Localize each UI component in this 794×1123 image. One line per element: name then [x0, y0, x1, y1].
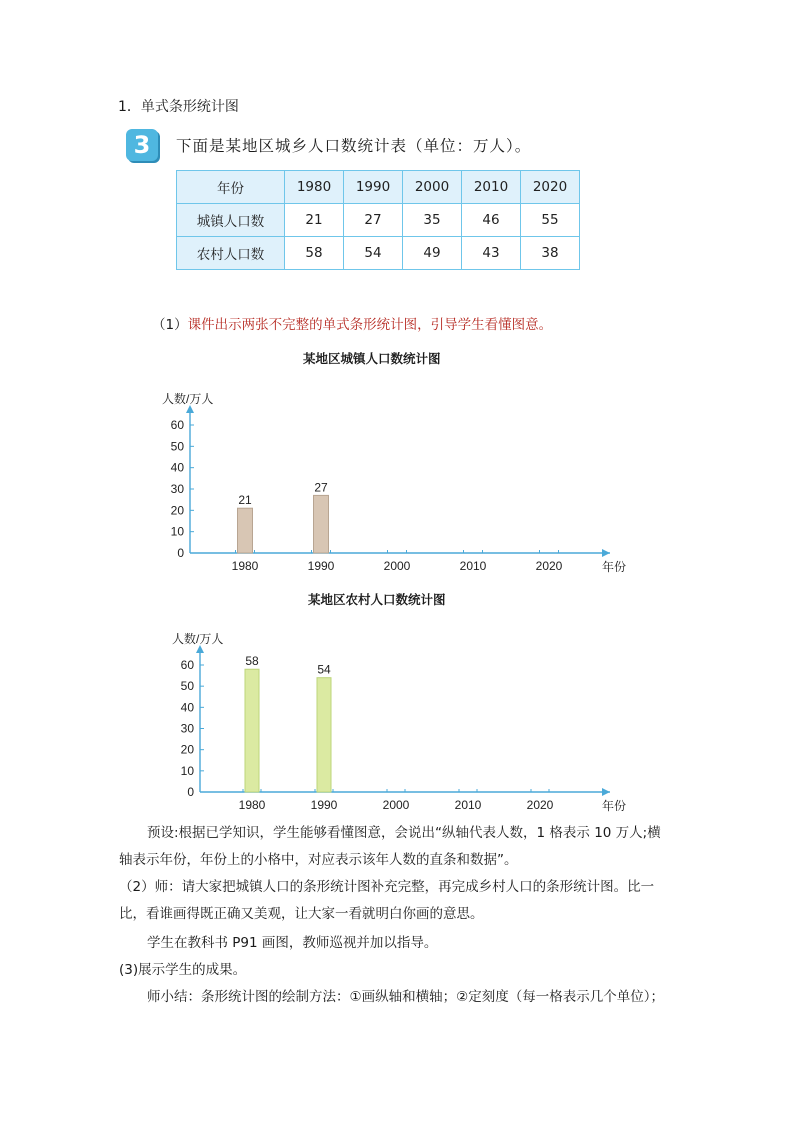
table-cell: 1980 [285, 171, 344, 204]
y-tick-label: 60 [180, 658, 194, 672]
x-tick-label: 1990 [310, 798, 338, 812]
y-tick-label: 50 [170, 439, 184, 454]
x-tick-label: 2020 [535, 559, 563, 573]
intro-text: 下面是某地区城乡人口数统计表（单位：万人）。 [176, 137, 532, 155]
paragraph-1-line-1: 预设:根据已学知识，学生能够看懂图意，会说出“纵轴代表人数，1 格表示 10 万人;横 [147, 825, 661, 841]
urban-population-bar-chart [150, 375, 640, 575]
x-tick-label: 2020 [526, 798, 554, 812]
y-axis-label: 人数/万人 [162, 392, 214, 406]
table-cell: 2000 [403, 171, 462, 204]
population-table [176, 170, 580, 270]
table-cell: 38 [521, 237, 580, 270]
table-cell: 年份 [177, 171, 285, 204]
x-axis-arrow [602, 549, 610, 557]
y-axis-label: 人数/万人 [172, 632, 224, 646]
table-cell: 35 [403, 204, 462, 237]
y-tick-label: 10 [170, 524, 184, 539]
y-tick-label: 10 [180, 763, 194, 778]
x-tick-label: 1980 [231, 559, 259, 573]
y-tick-label: 40 [180, 700, 194, 715]
table-cell: 49 [403, 237, 462, 270]
table-cell: 2010 [462, 171, 521, 204]
step-1-body: 课件出示两张不完整的单式条形统计图，引导学生看懂图意。 [187, 317, 553, 333]
x-tick-label: 2010 [459, 559, 487, 573]
y-tick-label: 20 [180, 742, 194, 757]
y-tick-label: 60 [170, 418, 184, 432]
paragraph-5: 师小结：条形统计图的绘制方法：①画纵轴和横轴；②定刻度（每一格表示几个单位）； [147, 989, 664, 1005]
bar-data-label: 54 [317, 662, 331, 677]
y-tick-label: 50 [180, 679, 194, 694]
chart-2-title: 某地区农村人口数统计图 [308, 592, 446, 607]
table-cell: 55 [521, 204, 580, 237]
bar [245, 669, 259, 792]
y-tick-label: 30 [180, 721, 194, 736]
table-cell: 43 [462, 237, 521, 270]
step-1-prefix: （1） [152, 317, 188, 333]
step-1-text [152, 313, 552, 333]
bar-data-label: 21 [238, 493, 252, 508]
table-row [177, 237, 580, 270]
bar-data-label: 27 [314, 480, 328, 495]
table-cell: 农村人口数 [177, 237, 285, 270]
x-axis-label: 年份 [602, 799, 627, 812]
bar [317, 678, 331, 792]
paragraph-1-line-2: 轴表示年份，年份上的小格中，对应表示该年人数的直条和数据”。 [119, 852, 518, 868]
x-tick-label: 1980 [238, 798, 266, 812]
bar [314, 495, 329, 553]
table-cell: 58 [285, 237, 344, 270]
x-tick-label: 2000 [382, 798, 410, 812]
table-row [177, 204, 580, 237]
x-tick-label: 2000 [383, 559, 411, 573]
table-header-row [177, 171, 580, 204]
y-tick-label: 20 [170, 503, 184, 518]
y-tick-label: 30 [170, 482, 184, 496]
bar-data-label: 58 [245, 654, 259, 669]
x-tick-label: 1990 [307, 559, 335, 573]
chart-1-title: 某地区城镇人口数统计图 [303, 351, 441, 366]
y-axis-arrow [196, 645, 204, 653]
example-number-badge: 3 [126, 129, 158, 161]
paragraph-4: (3)展示学生的成果。 [119, 962, 247, 978]
table-cell: 21 [285, 204, 344, 237]
section-title: 1．单式条形统计图 [118, 99, 239, 115]
table-cell: 27 [344, 204, 403, 237]
table-cell: 54 [344, 237, 403, 270]
bar [238, 508, 253, 553]
paragraph-3: 学生在教科书 P91 画图，教师巡视并加以指导。 [147, 935, 438, 951]
x-axis-arrow [602, 788, 610, 796]
table-cell: 46 [462, 204, 521, 237]
table-cell: 城镇人口数 [177, 204, 285, 237]
paragraph-2-line-2: 比，看谁画得既正确又美观，让大家一看就明白你画的意思。 [119, 906, 484, 922]
x-tick-label: 2010 [454, 798, 482, 812]
table-cell: 1990 [344, 171, 403, 204]
y-tick-label: 0 [187, 785, 194, 799]
y-tick-label: 0 [177, 546, 184, 560]
y-tick-label: 40 [170, 460, 184, 475]
x-axis-label: 年份 [602, 560, 627, 574]
rural-population-bar-chart [150, 617, 640, 812]
y-axis-arrow [186, 405, 194, 413]
paragraph-2-line-1: （2）师：请大家把城镇人口的条形统计图补充完整，再完成乡村人口的条形统计图。比一 [119, 879, 655, 895]
table-cell: 2020 [521, 171, 580, 204]
